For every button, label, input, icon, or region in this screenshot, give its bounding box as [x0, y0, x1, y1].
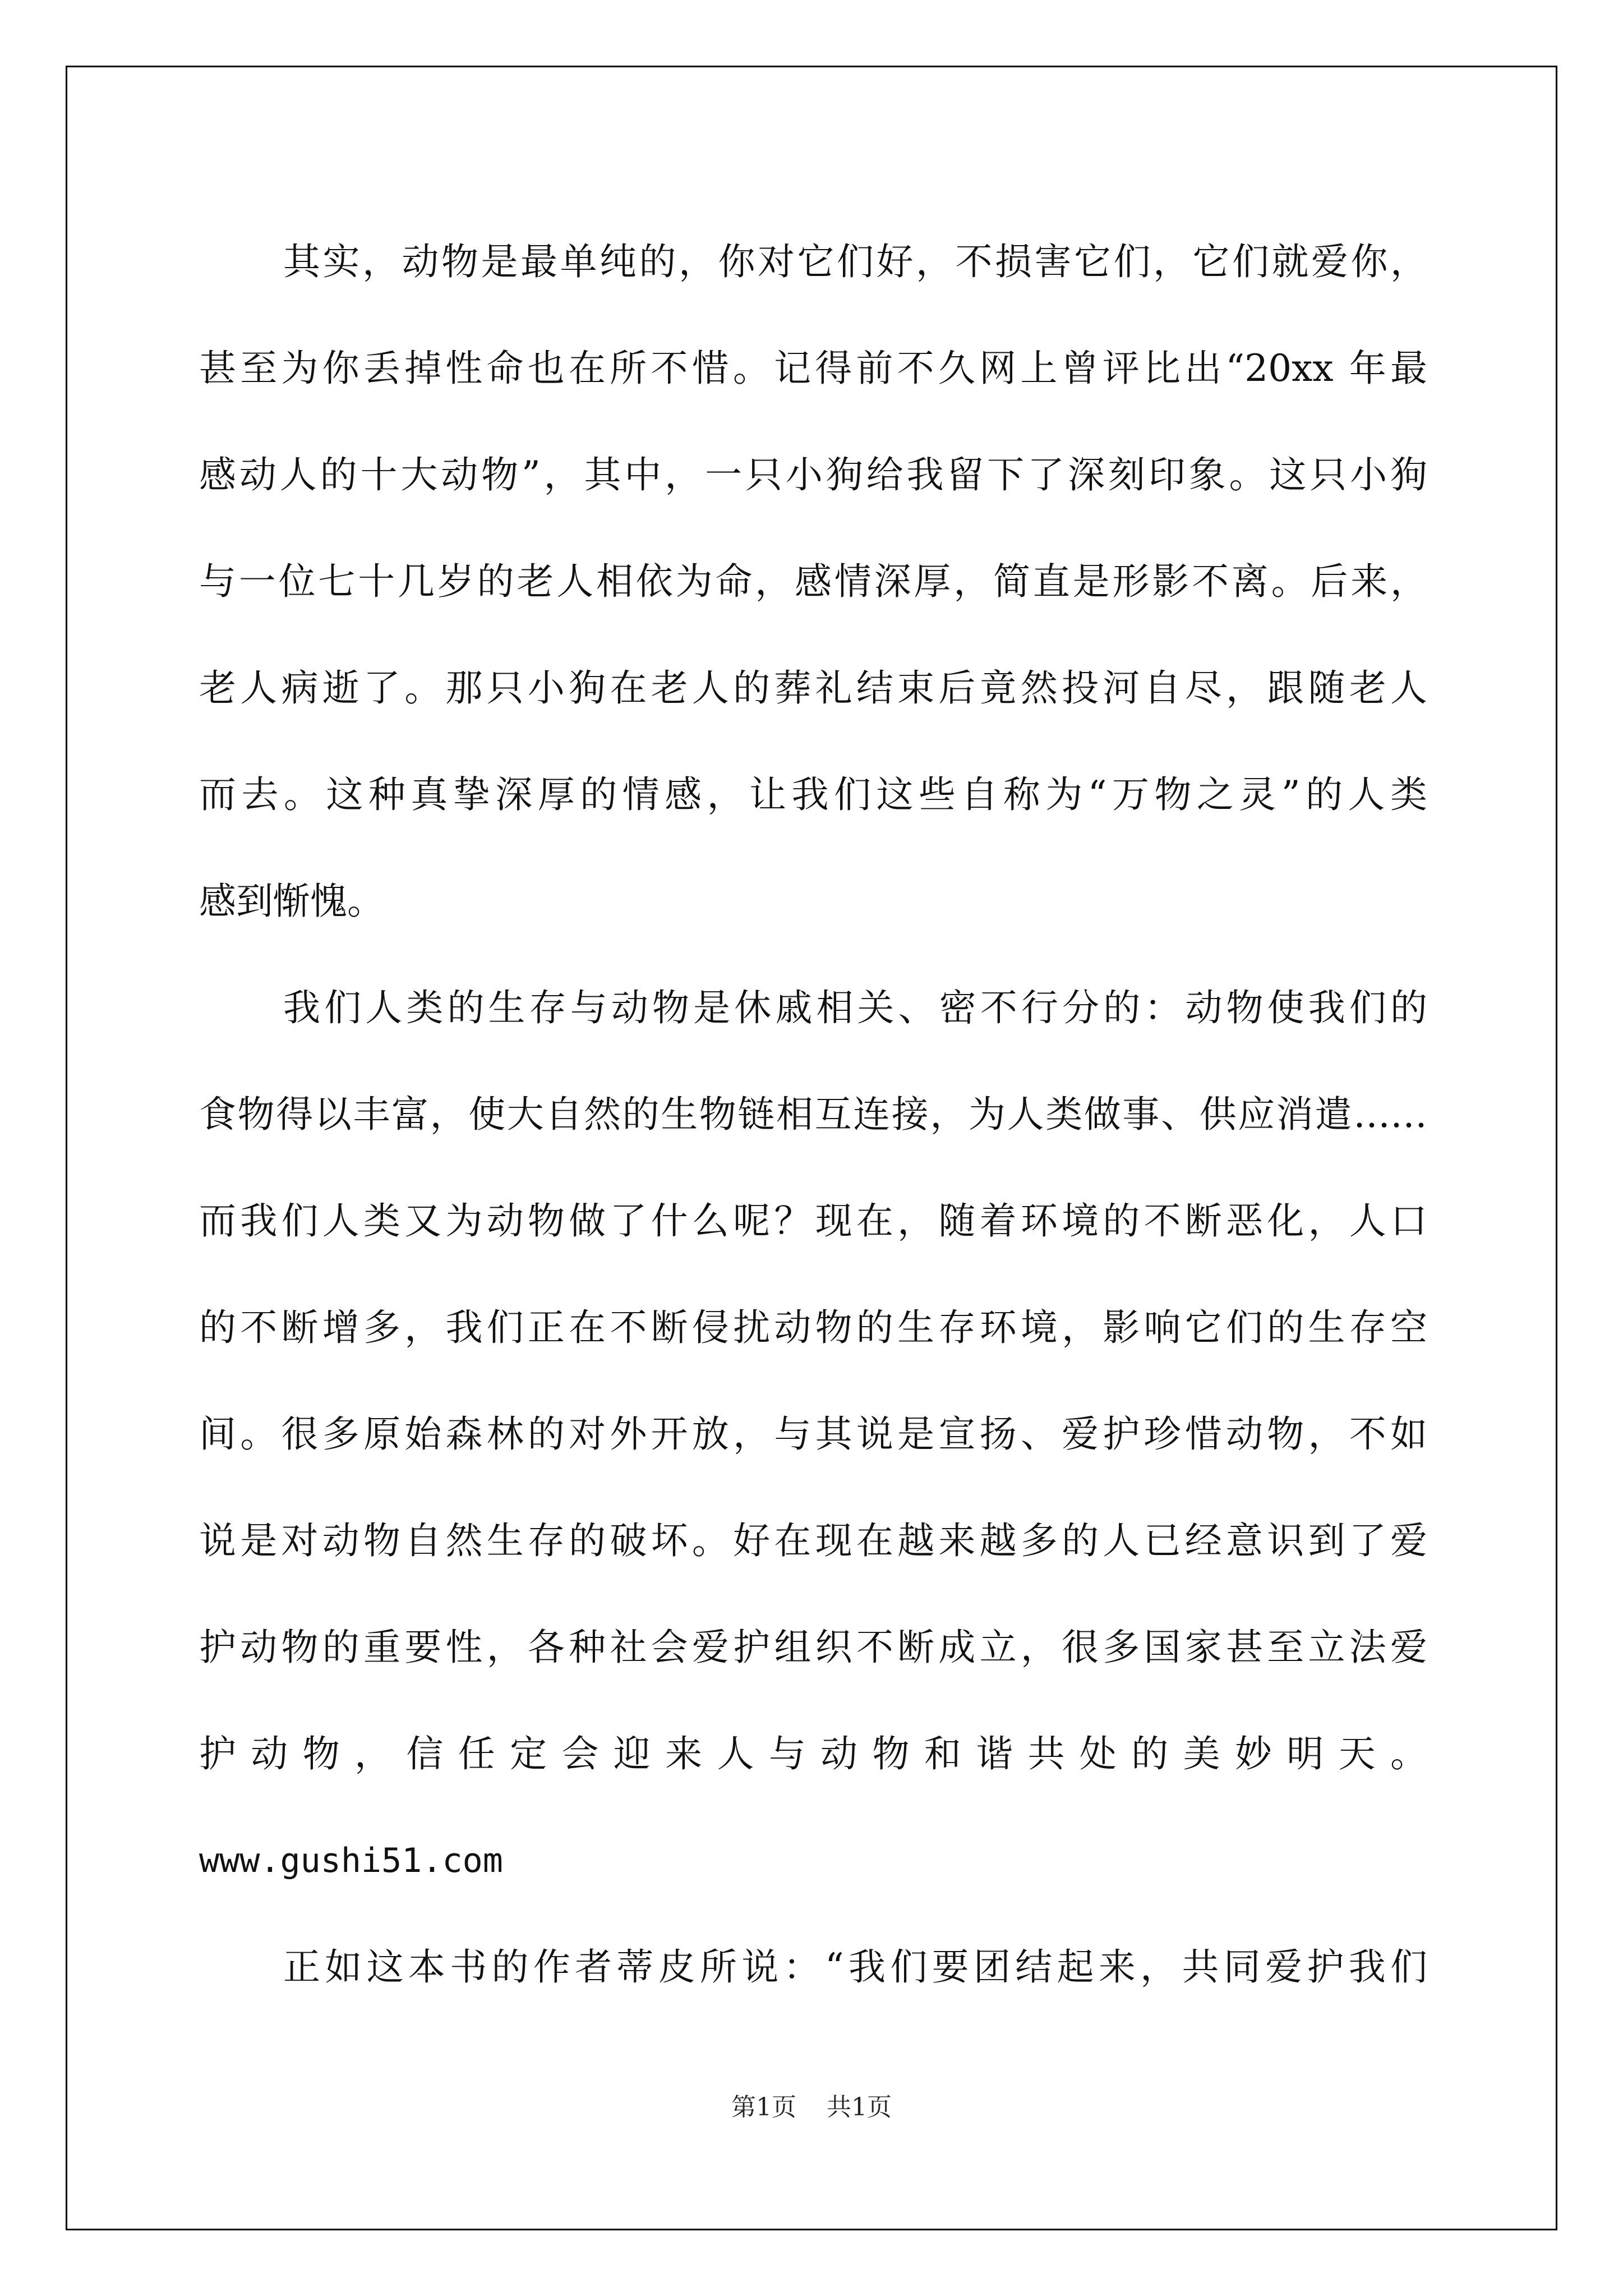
text-line: 感动人的十大动物”，其中，一只小狗给我留下了深刻印象。这只小狗 [199, 453, 1427, 496]
text-line: 感到惭愧。 [199, 880, 384, 923]
page-total: 共1页 [827, 2093, 892, 2122]
text-line: 与一位七十几岁的老人相依为命，感情深厚，简直是形影不离。后来， [199, 560, 1427, 603]
text-line: 老人病逝了。那只小狗在老人的葬礼结束后竟然投河自尽，跟随老人 [199, 666, 1427, 710]
text-line: 而我们人类又为动物做了什么呢？现在，随着环境的不断恶化，人口 [199, 1199, 1427, 1243]
text-line: 护动物，信任定会迎来人与动物和谐共处的美妙明天。 [199, 1732, 1427, 1775]
document-body [199, 209, 1427, 2021]
website-url: www.gushi51.com [199, 1841, 503, 1880]
text-line: 间。很多原始森林的对外开放，与其说是宣扬、爱护珍惜动物，不如 [199, 1412, 1427, 1456]
text-line: 我们人类的生存与动物是休戚相关、密不行分的：动物使我们的 [283, 986, 1427, 1029]
text-line: 护动物的重要性，各种社会爱护组织不断成立，很多国家甚至立法爱 [199, 1626, 1427, 1669]
page-number: 第1页 [731, 2093, 796, 2122]
text-line: 食物得以丰富，使大自然的生物链相互连接，为人类做事、供应消遣…… [199, 1093, 1427, 1136]
text-line: 而去。这种真挚深厚的情感，让我们这些自称为“万物之灵”的人类 [199, 773, 1427, 816]
text-line: 其实，动物是最单纯的，你对它们好，不损害它们，它们就爱你， [283, 240, 1427, 283]
page-footer [0, 2087, 1623, 2123]
text-line: 说是对动物自然生存的破坏。好在现在越来越多的人已经意识到了爱 [199, 1519, 1427, 1562]
text-line: 甚至为你丢掉性命也在所不惜。记得前不久网上曾评比出“20xx 年最 [199, 347, 1427, 390]
text-line: 的不断增多，我们正在不断侵扰动物的生存环境，影响它们的生存空 [199, 1306, 1427, 1349]
text-line: 正如这本书的作者蒂皮所说：“我们要团结起来，共同爱护我们 [283, 1945, 1427, 1989]
